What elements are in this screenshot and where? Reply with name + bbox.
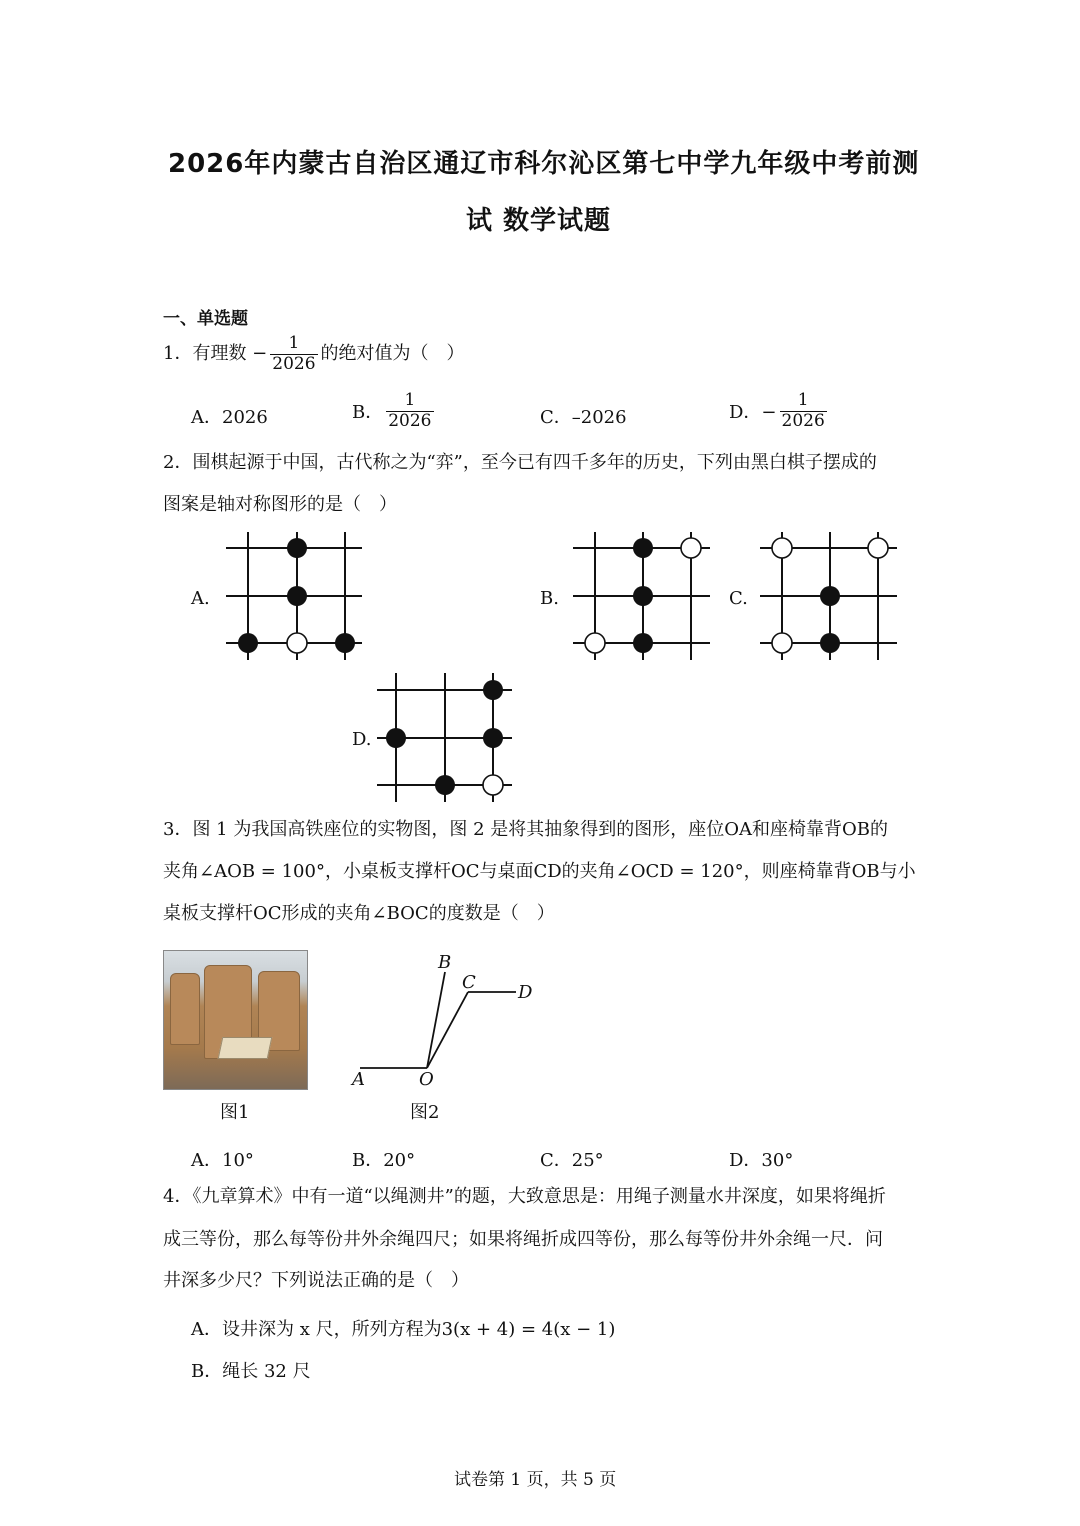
go-stone-black [386, 728, 406, 748]
go-stone-white [868, 538, 888, 558]
q1-option-d-label: D．− [729, 402, 777, 424]
q3-line-3: 桌板支撑杆OC形成的夹角∠BOC的度数是（ ） [163, 903, 555, 924]
question-1-stem [163, 334, 465, 374]
q3-line-2: 夹角∠AOB = 100°，小桌板支撑杆OC与桌面CD的夹角∠OCD = 120°，则座椅靠背OB与小 [163, 861, 916, 882]
segment-ob [427, 972, 445, 1068]
q1-option-b-fraction [386, 391, 433, 431]
q1-suffix: 的绝对值为（ ） [320, 343, 465, 365]
q1-fraction [270, 334, 317, 374]
q4-line-3: 井深多少尺？下列说法正确的是（ ） [163, 1270, 469, 1291]
q3-option-d: D．30° [729, 1150, 794, 1171]
q3-option-b: B．20° [352, 1150, 416, 1171]
title-line-1: 2026年内蒙古自治区通辽市科尔沁区第七中学九年级中考前测 [168, 149, 920, 179]
go-stone-black [287, 538, 307, 558]
q4-line-1: 4．《九章算术》中有一道“以绳测井”的题，大致意思是：用绳子测量水井深度，如果将绳折 [163, 1186, 886, 1207]
go-stone-black [633, 586, 653, 606]
go-stone-black [238, 633, 258, 653]
q3-option-a: A．10° [191, 1150, 254, 1171]
tray-table [218, 1037, 273, 1059]
go-stone-black [335, 633, 355, 653]
go-stone-white [585, 633, 605, 653]
q2-label-d: D. [352, 729, 372, 750]
figure-1-caption: 图1 [220, 1102, 250, 1123]
train-seat-photo [163, 950, 308, 1090]
q3-line-1: 3．图 1 为我国高铁座位的实物图，图 2 是将其抽象得到的图形，座位OA和座椅靠背OB的 [163, 819, 888, 840]
q2-label-b: B. [540, 588, 559, 609]
q1-frac-num: 1 [288, 333, 300, 353]
go-stone-black [483, 680, 503, 700]
q4-option-b: B．绳长 32 尺 [191, 1361, 311, 1382]
q1-option-b [352, 391, 437, 431]
section-heading: 一、单选题 [163, 309, 248, 329]
q2-label-a: A. [191, 588, 210, 609]
go-stone-white [287, 633, 307, 653]
go-stone-black [435, 775, 455, 795]
q1-option-a: A．2026 [191, 407, 268, 428]
go-stone-black [287, 586, 307, 606]
q1-option-d-fraction [780, 391, 827, 431]
q1-option-d-num: 1 [797, 390, 809, 410]
go-stone-black [820, 586, 840, 606]
q4-option-a: A．设井深为 x 尺，所列方程为3(x + 4) = 4(x − 1) [191, 1319, 616, 1340]
go-stone-white [772, 538, 792, 558]
point-label-b: B [438, 952, 452, 973]
point-label-o: O [419, 1069, 434, 1090]
go-stone-white [681, 538, 701, 558]
page-footer: 试卷第 1 页，共 5 页 [454, 1470, 617, 1490]
go-stone-black [633, 538, 653, 558]
q4-line-2: 成三等份，那么每等份井外余绳四尺；如果将绳折成四等份，那么每等份井外余绳一尺．问 [163, 1229, 883, 1250]
point-label-d: D [518, 982, 533, 1003]
q2-line-1: 2．围棋起源于中国，古代称之为“弈”，至今已有四千多年的历史，下列由黑白棋子摆成的 [163, 452, 877, 473]
q1-option-b-label: B． [352, 402, 384, 424]
go-stone-black [820, 633, 840, 653]
figure-2-caption: 图2 [410, 1102, 440, 1123]
q2-line-2: 图案是轴对称图形的是（ ） [163, 494, 397, 515]
q1-option-d [729, 391, 830, 431]
q2-label-c: C. [729, 588, 748, 609]
point-label-c: C [462, 972, 476, 993]
seat-back-left [170, 973, 200, 1045]
go-stone-white [772, 633, 792, 653]
q1-option-d-den: 2026 [781, 410, 825, 431]
segment-oc [427, 992, 468, 1068]
go-stone-black [633, 633, 653, 653]
q1-frac-den: 2026 [272, 353, 316, 374]
q1-option-b-den: 2026 [388, 410, 432, 431]
q1-option-b-num: 1 [404, 390, 416, 410]
point-label-a: A [352, 1069, 365, 1090]
q3-option-c: C．25° [540, 1150, 604, 1171]
q1-prefix: 1．有理数 − [163, 343, 268, 365]
q1-option-c: C．–2026 [540, 407, 627, 428]
go-stone-white [483, 775, 503, 795]
go-stone-black [483, 728, 503, 748]
title-line-2: 试 数学试题 [466, 206, 612, 236]
